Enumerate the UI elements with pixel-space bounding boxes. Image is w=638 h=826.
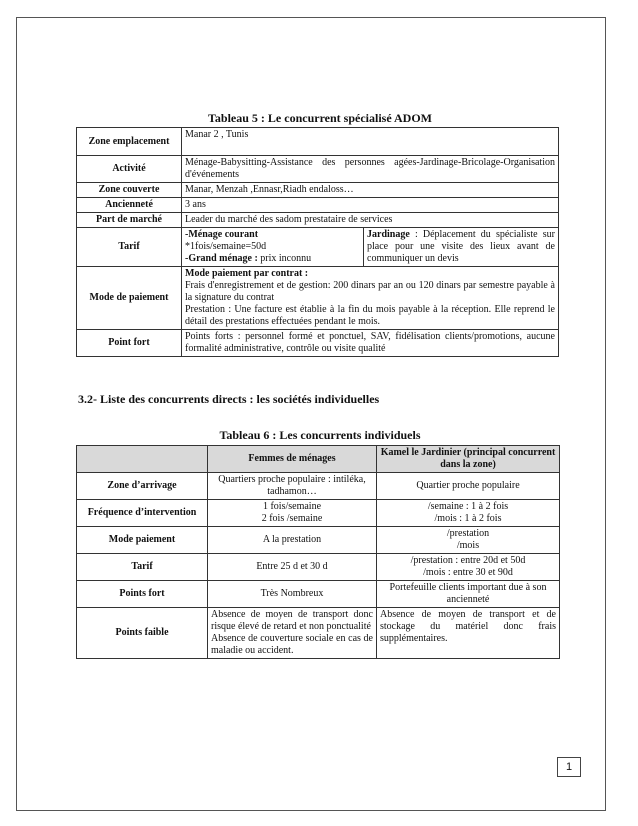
table-row <box>77 228 559 267</box>
activite-value: Ménage-Babysitting-Assistance des personnes agées-Jardinage-Bricolage-Organisation d'événements <box>182 156 559 183</box>
row-value-a: Très Nombreux <box>208 581 377 608</box>
row-value-a: A la prestation <box>208 527 377 554</box>
table-row <box>77 608 560 659</box>
table5-competitor-adom <box>76 127 559 357</box>
section-title: 3.2- Liste des concurrents directs : les sociétés individuelles <box>78 392 380 406</box>
table-header-row <box>77 446 560 473</box>
couverte-label: Zone couverte <box>77 183 182 198</box>
header-col1: Femmes de ménages <box>208 446 377 473</box>
paiement-value <box>182 267 559 330</box>
paiement-text1: Frais d'enregistrement et de gestion: 200 dinars par an ou 120 dinars par semestre payable à la signature du contrat <box>185 280 555 303</box>
table6-individual-competitors <box>76 445 560 659</box>
table-row <box>77 473 560 500</box>
fort-value: Points forts : personnel formé et ponctuel, SAV, fidélisation clients/promotions, aucune formalité administrative, contrôle ou visite qualité <box>182 330 559 357</box>
row-label: Points fort <box>77 581 208 608</box>
table-row <box>77 267 559 330</box>
page-number: 1 <box>557 757 581 777</box>
table-row <box>77 156 559 183</box>
table-row <box>77 128 559 156</box>
table-row <box>77 198 559 213</box>
part-label: Part de marché <box>77 213 182 228</box>
tarif-grand-title: -Grand ménage : <box>185 253 258 264</box>
fort-label: Point fort <box>77 330 182 357</box>
table-row <box>77 581 560 608</box>
table-row <box>77 500 560 527</box>
tarif-menage <box>182 228 364 267</box>
table-row <box>77 183 559 198</box>
faible-label: Points faible <box>77 608 208 659</box>
tarif-label: Tarif <box>77 228 182 267</box>
row-value-a: Quartiers proche populaire : intiléka, tadhamon… <box>208 473 377 500</box>
paiement-title: Mode paiement par contrat : <box>185 268 309 279</box>
row-label: Tarif <box>77 554 208 581</box>
tarif-jardinage <box>364 228 559 267</box>
anciennete-value: 3 ans <box>182 198 559 213</box>
header-col2: Kamel le Jardinier (principal concurrent dans la zone) <box>377 446 560 473</box>
part-value: Leader du marché des sadom prestataire de services <box>182 213 559 228</box>
faible-value-b: Absence de moyen de transport et de stockage du matériel donc frais supplémentaires. <box>377 608 560 659</box>
row-value-b: /prestation : entre 20d et 50d /mois : entre 30 et 90d <box>377 554 560 581</box>
zone-value: Manar 2 , Tunis <box>182 128 559 156</box>
table-row <box>77 527 560 554</box>
activite-label: Activité <box>77 156 182 183</box>
tarif-jardinage-title: Jardinage <box>367 229 410 240</box>
table-row <box>77 213 559 228</box>
paiement-label: Mode de paiement <box>77 267 182 330</box>
row-value-a: Entre 25 d et 30 d <box>208 554 377 581</box>
row-label: Fréquence d’intervention <box>77 500 208 527</box>
tarif-menage-title: -Ménage courant <box>185 229 259 240</box>
tarif-menage-line: *1fois/semaine=50d <box>185 241 267 252</box>
faible-value-a: Absence de moyen de transport donc risque élevé de retard et non ponctualité Absence de couverture sociale en cas de maladie ou accident. <box>208 608 377 659</box>
row-value-a: 1 fois/semaine 2 fois /semaine <box>208 500 377 527</box>
zone-label: Zone emplacement <box>77 128 182 156</box>
tarif-jardinage-text: : Déplacement du spécialiste sur place pour une visite des lieux avant de communiquer un devis <box>367 229 556 264</box>
row-value-b: Portefeuille clients important due à son ancienneté <box>377 581 560 608</box>
paiement-text2: Prestation : Une facture est établie à la fin du mois payable à la réception. Elle reprend le détail des prestations effectuées pendant le mois. <box>185 304 555 327</box>
table-row <box>77 330 559 357</box>
row-label: Zone d’arrivage <box>77 473 208 500</box>
table-row <box>77 554 560 581</box>
tarif-grand-value: prix inconnu <box>260 253 312 264</box>
row-value-b: Quartier proche populaire <box>377 473 560 500</box>
table5-caption: Tableau 5 : Le concurrent spécialisé ADOM <box>208 111 432 125</box>
row-value-b: /semaine : 1 à 2 fois /mois : 1 à 2 fois <box>377 500 560 527</box>
anciennete-label: Ancienneté <box>77 198 182 213</box>
header-empty <box>77 446 208 473</box>
table6-caption: Tableau 6 : Les concurrents individuels <box>219 428 421 442</box>
row-value-b: /prestation /mois <box>377 527 560 554</box>
couverte-value: Manar, Menzah ,Ennasr,Riadh endaloss… <box>182 183 559 198</box>
row-label: Mode paiement <box>77 527 208 554</box>
